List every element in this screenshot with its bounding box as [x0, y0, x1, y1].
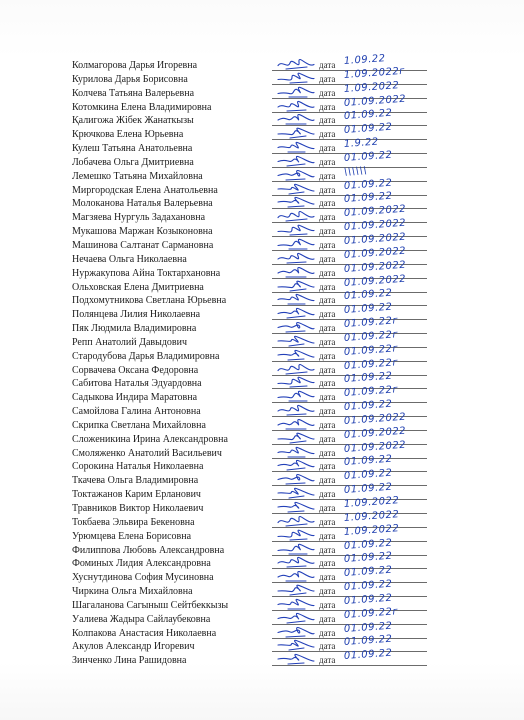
handwritten-date: 01.09.2022 [343, 203, 407, 220]
handwritten-date: 01.09.22 [343, 467, 393, 483]
handwritten-date: 01.09.2022 [343, 245, 407, 261]
date-label: дата [319, 433, 336, 444]
date-label: дата [319, 599, 336, 610]
employee-name: Филиппова Любовь Александровна [72, 544, 225, 556]
employee-name: Сложеникина Ирина Александровна [72, 433, 228, 445]
date-label: дата [319, 364, 336, 375]
date-label: дата [319, 143, 336, 154]
date-label: дата [319, 461, 336, 472]
employee-name: Магзяева Нургуль Задахановна [72, 212, 206, 224]
employee-name: Колпакова Анастасия Николаевна [72, 627, 217, 639]
employee-name: Сорвачева Оксана Федоровна [72, 364, 199, 376]
handwritten-date: 01.09.22г [343, 605, 399, 621]
handwritten-date: 01.09.22 [343, 578, 393, 594]
handwritten-date: 1.09.2022 [343, 522, 400, 538]
name-column [72, 59, 228, 668]
date-label: дата [319, 544, 336, 555]
employee-name: Ткачева Ольга Владимировна [72, 475, 199, 487]
date-label: дата [319, 558, 336, 569]
date-label: дата [319, 516, 336, 527]
employee-name: Акулов Александр Игоревич [72, 641, 195, 653]
employee-name: Скрипка Светлана Михайловна [72, 419, 206, 431]
handwritten-date: 01.09.22 [343, 149, 393, 164]
handwritten-date: 01.09.22 [343, 177, 393, 192]
date-label: дата [319, 87, 336, 98]
handwritten-date: 01.09.22 [343, 564, 393, 580]
date-label: дата [319, 336, 336, 347]
handwritten-date: 1.09.2022 [343, 495, 400, 510]
employee-name: Полянцева Лилия Николаевна [72, 309, 201, 321]
handwritten-date: 01.09.2022 [343, 411, 407, 427]
handwritten-date: 01.09.22 [343, 371, 393, 386]
employee-name: Кулеш Татьяна Анатольевна [72, 143, 193, 155]
handwritten-date: 01.09.22 [343, 634, 393, 649]
employee-name: Токтажанов Карим Ерланович [72, 489, 201, 501]
employee-name: Урюмцева Елена Борисовна [72, 530, 192, 542]
date-label: дата [319, 101, 336, 112]
date-label: дата [319, 627, 336, 638]
signature-line [272, 665, 427, 666]
handwritten-date: 01.09.22 [343, 647, 393, 663]
handwritten-date: 01.09.2022 [343, 259, 407, 275]
handwritten-date: 01.09.22 [343, 592, 393, 607]
employee-name: Фоминых Лидия Александровна [72, 558, 211, 570]
handwritten-date: 01.09.22г [343, 329, 399, 344]
employee-name: Лемешко Татьяна Михайловна [72, 170, 203, 182]
date-label: дата [319, 350, 336, 361]
handwritten-date: 01.09.22г [343, 384, 399, 400]
handwritten-date: 01.09.2022 [343, 231, 407, 247]
date-label: дата [319, 226, 336, 237]
date-label: дата [319, 530, 336, 541]
handwritten-date: 1.09.2022 [343, 79, 400, 95]
handwritten-date: 01.09.22 [343, 620, 393, 635]
handwritten-date: 01.09.22 [343, 481, 393, 497]
date-label: дата [319, 613, 336, 624]
handwritten-date: 1.09.2022 [343, 508, 400, 524]
date-label: дата [319, 253, 336, 264]
date-label: дата [319, 198, 336, 209]
handwritten-date: 01.09.22 [343, 121, 393, 137]
employee-name: Шагаланова Сагыныш Сейтбеккызы [72, 599, 229, 611]
employee-name: Самойлова Галина Антоновна [72, 406, 201, 418]
employee-name: Миргородская Елена Анатольевна [72, 184, 218, 196]
signature-row [272, 647, 432, 668]
date-label: дата [319, 419, 336, 430]
handwritten-date: 01.09.22 [343, 537, 393, 552]
handwritten-date: 01.09.22 [343, 287, 393, 303]
employee-name: Подхомутникова Светлана Юрьевна [72, 295, 227, 307]
handwritten-date: 01.09.22г [343, 356, 399, 372]
date-label: дата [319, 586, 336, 597]
employee-name: Смоляженко Анатолий Васильевич [72, 447, 222, 459]
date-label: дата [319, 641, 336, 652]
employee-name: Колчева Татьяна Валерьевна [72, 87, 195, 99]
handwritten-date: 01.09.2022 [343, 93, 407, 109]
employee-name: Мукашова Маржан Козыконовна [72, 226, 213, 238]
employee-name: Нечаева Ольга Николаевна [72, 253, 187, 265]
date-label: дата [319, 184, 336, 195]
date-label: дата [319, 489, 336, 500]
date-label: дата [319, 309, 336, 320]
date-label: дата [319, 60, 336, 70]
handwritten-date: 01.09.22 [343, 108, 393, 123]
date-label: дата [319, 73, 336, 84]
handwritten-date: 1.09.2022г [343, 65, 406, 81]
handwritten-date: 01.09.22 [343, 454, 393, 469]
date-label: дата [319, 392, 336, 403]
date-label: дата [319, 156, 336, 167]
handwritten-date: 01.09.22 [343, 398, 393, 414]
employee-name: Садыкова Индира Маратовна [72, 392, 198, 404]
date-label: дата [319, 115, 336, 126]
employee-name: Сабитова Наталья Эдуардовна [72, 378, 202, 390]
handwritten-date: 01.09.2022 [343, 273, 407, 289]
handwritten-date: 1.09.22 [343, 53, 386, 67]
date-label: дата [319, 572, 336, 583]
employee-name: Чиркина Ольга Михайловна [72, 586, 193, 598]
employee-name: Машинова Салтанат Сармановна [72, 239, 214, 251]
employee-name: Ольховская Елена Дмитриевна [72, 281, 204, 293]
date-label: дата [319, 281, 336, 292]
employee-name: Молоканова Наталья Валерьевна [72, 198, 213, 210]
date-label: дата [319, 170, 336, 181]
employee-name: Курилова Дарья Борисовна [72, 73, 188, 85]
handwritten-date: 01.09.22 [343, 551, 393, 566]
date-label: дата [319, 378, 336, 389]
handwritten-date: 01.09.2022 [343, 439, 407, 455]
handwritten-date: 01.09.22г [343, 342, 399, 358]
handwritten-date: \\\\\\ [343, 165, 368, 178]
date-label: дата [319, 323, 336, 334]
date-label: дата [319, 239, 336, 250]
employee-name: Токбаева Эльвира Бекеновна [72, 516, 195, 528]
employee-name: Крючкова Елена Юрьевна [72, 129, 184, 141]
handwritten-date: 1.9.22 [343, 136, 380, 151]
date-label: дата [319, 475, 336, 486]
handwritten-date: 01.09.22г [343, 315, 399, 331]
signature-column [272, 53, 432, 668]
employee-name: Колмагорова Дарья Игоревна [72, 60, 198, 71]
date-label: дата [319, 212, 336, 223]
employee-name: Зинченко Лина Рашидовна [72, 655, 187, 667]
employee-name: Нуржакупова Айна Токтархановна [72, 267, 221, 279]
employee-name: Котомкина Елена Владимировна [72, 101, 212, 113]
employee-name: Уалиева Жадыра Сайлаубековна [72, 613, 211, 625]
employee-name: Лобачева Ольга Дмитриевна [72, 156, 194, 168]
date-label: дата [319, 655, 336, 666]
handwritten-date: 01.09.2022 [343, 217, 407, 234]
date-label: дата [319, 267, 336, 278]
employee-name: Стародубова Дарья Владимировна [72, 350, 220, 362]
date-label: дата [319, 406, 336, 417]
date-label: дата [319, 447, 336, 458]
employee-name: Травников Виктор Николаевич [72, 503, 204, 514]
date-label: дата [319, 503, 336, 513]
employee-name: Сорокина Наталья Николаевна [72, 461, 204, 473]
handwritten-date: 01.09.22 [343, 301, 393, 317]
employee-name: Хуснутдинова София Мусиновна [72, 572, 214, 584]
employee-name: Қалигожа Жібек Жанаткызы [72, 115, 194, 127]
employee-name: Репп Анатолий Давыдович [72, 336, 188, 348]
handwritten-date: 01.09.22 [343, 191, 393, 206]
handwritten-date: 01.09.2022 [343, 425, 407, 441]
employee-name: Пяк Людмила Владимировна [72, 323, 197, 335]
date-label: дата [319, 295, 336, 306]
date-label: дата [319, 129, 336, 140]
